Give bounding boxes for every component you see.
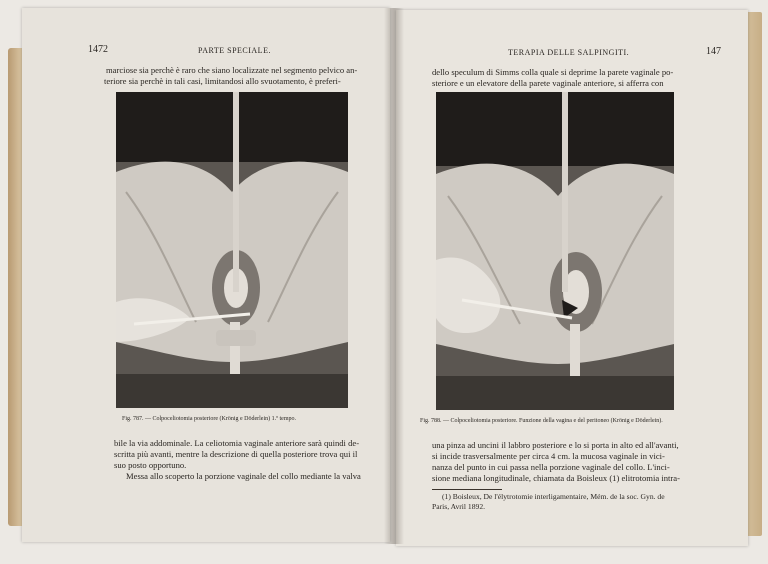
right-text-line: dello speculum di Simms colla quale si deprime la parete vaginale po-	[432, 67, 674, 77]
footnote-rule	[432, 489, 502, 490]
right-text-line: nanza del punto in cui passa nella porzione vaginale del collo. L'inci-	[432, 462, 670, 472]
figure-787-illustration	[116, 92, 348, 408]
left-page	[22, 8, 390, 542]
figure-787-caption: Fig. 787. — Colpoceliotomia posteriore (Krönig e Döderlein) 1.º tempo.	[122, 416, 296, 422]
right-text-line: steriore e un elevatore della parete vaginale anteriore, si afferra con	[432, 78, 664, 88]
left-text-line: Messa allo scoperto la porzione vaginale del collo mediante la valva	[126, 471, 361, 481]
footnote-line: Paris, Avril 1892.	[432, 502, 486, 511]
left-text-line: scritta più avanti, mentre la descrizione di quella posteriore trova qui il	[114, 449, 358, 459]
right-page-number: 147	[706, 46, 721, 57]
right-running-head: TERAPIA DELLE SALPINGITI.	[508, 48, 630, 57]
left-running-head: PARTE SPECIALE.	[198, 46, 271, 55]
left-text-line: teriore sia perchè in tali casi, limitandosi allo svuotamento, è preferi-	[104, 76, 341, 86]
figure-788-illustration	[436, 92, 674, 410]
right-text-line: si incide trasversalmente per circa 4 cm. la mucosa vaginale in vici-	[432, 451, 665, 461]
book-gutter	[384, 8, 404, 544]
left-page-number: 1472	[88, 44, 108, 55]
footnote-line: (1) Boisleux, De l'élytrotomie interligamentaire, Mém. de la soc. Gyn. de	[442, 492, 665, 501]
right-page	[396, 10, 748, 546]
left-text-line: suo posto opportuno.	[114, 460, 187, 470]
right-text-line: una pinza ad uncini il labbro posteriore e lo si porta in alto ed all'avanti,	[432, 440, 679, 450]
right-text-line: sione mediana longitudinale, chiamata da Boisleux (1) elitrotomia intra-	[432, 473, 680, 483]
left-text-line: bile la via addominale. La celiotomia vaginale anteriore sarà quindi de-	[114, 438, 360, 448]
left-text-line: marciose sia perchè è raro che siano localizzate nel segmento pelvico an-	[106, 65, 358, 75]
figure-788-caption: Fig. 788. — Colpoceliotomia posteriore. Funzione della vagina e del peritoneo (Krönig e Döderlein).	[420, 418, 663, 424]
